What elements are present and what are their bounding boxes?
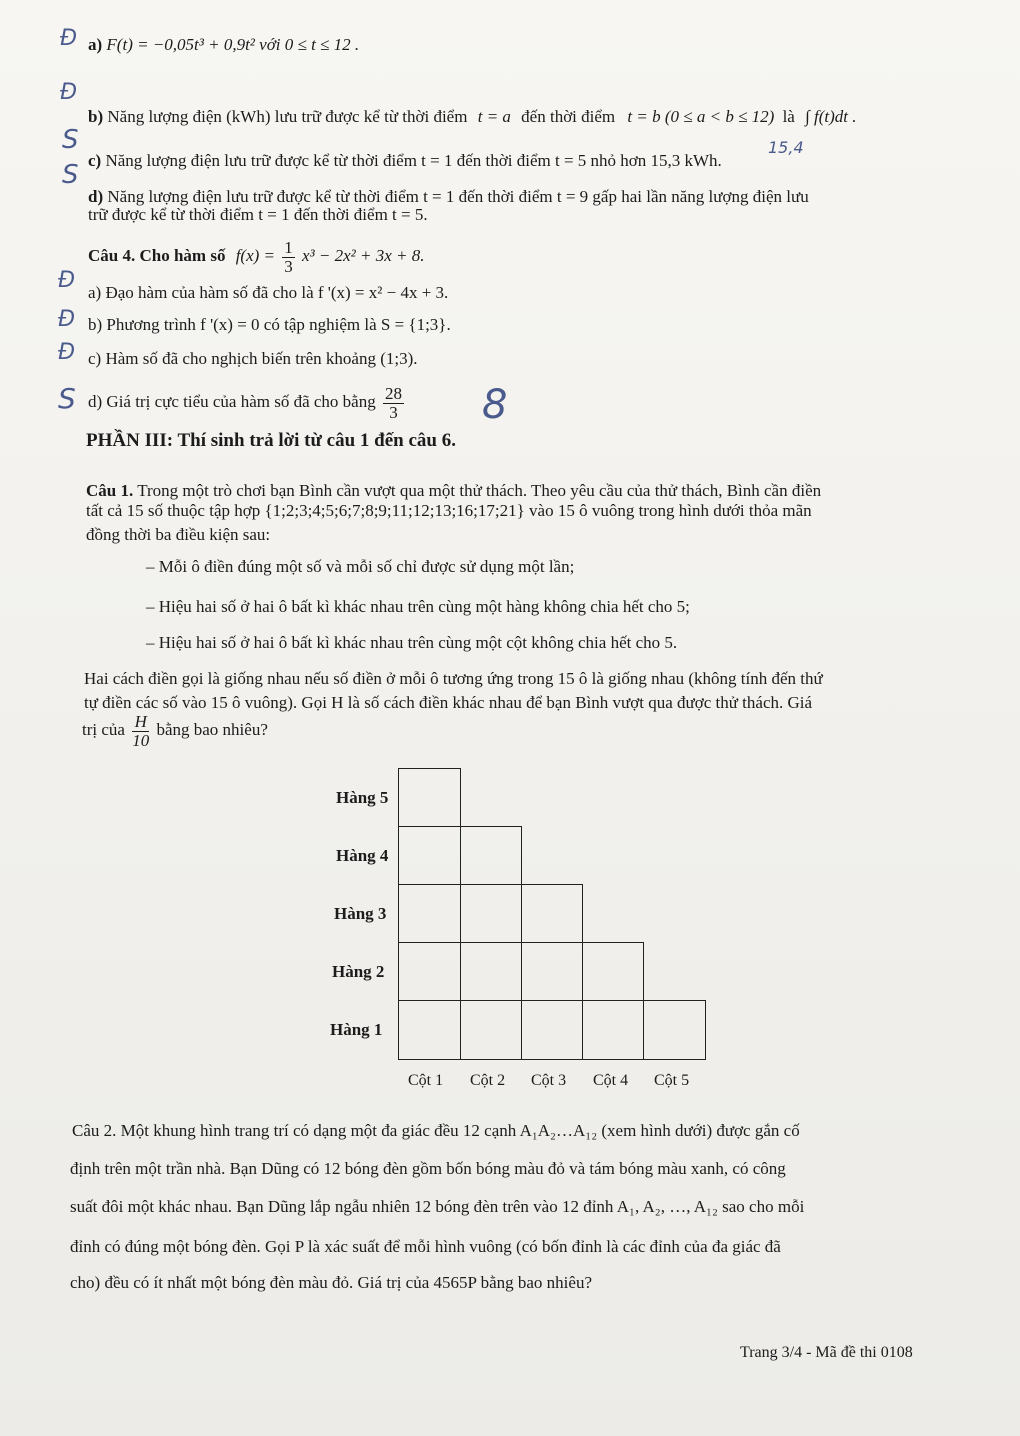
c2-line3: suất đôi một khác nhau. Bạn Dũng lắp ngẫu nhiên 12 bóng đèn trên vào 12 đỉnh A₁, A₂, …, A₁₂ sao cho mỗi (70, 1197, 805, 1216)
grid-cell (582, 942, 644, 1001)
q4-item-b: b) Phương trình f '(x) = 0 có tập nghiệm là S = {1;3}. (88, 315, 451, 334)
handwritten-q4-mark-a: Đ (58, 268, 76, 293)
q3-item-c: c) Năng lượng điện lưu trữ được kể từ thời điểm t = 1 đến thời điểm t = 5 nhỏ hơn 15,3 kWh. (88, 151, 722, 170)
q4-item-a: a) Đạo hàm của hàm số đã cho là f '(x) = x² − 4x + 3. (88, 283, 449, 302)
col-label-2: Cột 2 (470, 1072, 506, 1089)
part3-title: PHẦN III: Thí sinh trả lời từ câu 1 đến câu 6. (86, 430, 456, 451)
grid-cell (521, 942, 583, 1001)
handwritten-note-8: 8 (482, 382, 508, 428)
grid-cell (398, 768, 461, 827)
grid-cell (460, 1000, 522, 1060)
grid-cell (398, 1000, 461, 1060)
grid-cell (582, 1000, 644, 1060)
q4-item-c: c) Hàm số đã cho nghịch biến trên khoảng (1;3). (88, 349, 418, 368)
handwritten-note-15-4: 15,4 (768, 138, 804, 157)
row-label-5: Hàng 5 (336, 788, 389, 807)
page-footer: Trang 3/4 - Mã đề thi 0108 (740, 1344, 913, 1361)
c1-line5: tự điền các số vào 15 ô vuông). Gọi H là số cách điền khác nhau để bạn Bình vượt qua được thử thách. Giá (84, 693, 813, 712)
col-label-5: Cột 5 (654, 1072, 690, 1089)
row-label-1: Hàng 1 (330, 1020, 383, 1039)
c1-line3: đồng thời ba điều kiện sau: (86, 525, 271, 544)
c1-line1: Câu 1. Trong một trò chơi bạn Bình cần vượt qua một thử thách. Theo yêu cầu của thử thách, Bình cần điền (86, 481, 822, 500)
row-label-3: Hàng 3 (334, 904, 387, 923)
row-label-4: Hàng 4 (336, 846, 389, 865)
c2-line5: cho) đều có ít nhất một bóng đèn màu đỏ. Giá trị của 4565P bằng bao nhiêu? (70, 1273, 592, 1292)
grid-cell (398, 826, 461, 885)
c2-line4: đỉnh có đúng một bóng đèn. Gọi P là xác suất để mỗi hình vuông (có bốn đỉnh là các đỉnh của đa giác đã (70, 1237, 781, 1256)
q3-item-b: b) Năng lượng điện (kWh) lưu trữ được kể từ thời điểm t = a đến thời điểm t = b (0 ≤ a < b ≤ 12) là ∫ f(t)dt . (88, 107, 857, 126)
grid-cell (643, 1000, 706, 1060)
c1-cond2: – Hiệu hai số ở hai ô bất kì khác nhau trên cùng một hàng không chia hết cho 5; (146, 597, 690, 616)
c2-line2: định trên một trần nhà. Bạn Dũng có 12 bóng đèn gồm bốn bóng màu đỏ và tám bóng màu xanh, có công (70, 1159, 786, 1178)
c1-cond3: – Hiệu hai số ở hai ô bất kì khác nhau trên cùng một cột không chia hết cho 5. (146, 633, 678, 652)
grid-cell (521, 884, 583, 943)
row-label-2: Hàng 2 (332, 962, 385, 981)
handwritten-q4-mark-c: Đ (58, 340, 76, 365)
q3-item-d-line2: trữ được kể từ thời điểm t = 1 đến thời điểm t = 5. (88, 205, 428, 224)
q4-item-d: d) Giá trị cực tiểu của hàm số đã cho bằng $\frac{28}{3}$ (88, 383, 402, 422)
grid-cell (460, 826, 522, 885)
c2-line1: Câu 2. Một khung hình trang trí có dạng một đa giác đều 12 cạnh A₁A₂…A₁₂ (xem hình dưới) được gắn cố (72, 1121, 800, 1140)
c1-cond1: – Mỗi ô điền đúng một số và mỗi số chỉ được sử dụng một lần; (146, 557, 575, 576)
grid-cell (398, 884, 461, 943)
handwritten-mark-c: S (62, 125, 79, 155)
grid-cell (521, 1000, 583, 1060)
c1-line2: tất cả 15 số thuộc tập hợp {1;2;3;4;5;6;7;8;9;11;12;13;16;17;21} vào 15 ô vuông trong hình dưới thỏa mãn (86, 501, 812, 520)
q3-item-d-line1: d) Năng lượng điện lưu trữ được kể từ thời điểm t = 1 đến thời điểm t = 9 gấp hai lần năng lượng điện lưu (88, 187, 809, 206)
grid-cell (398, 942, 461, 1001)
handwritten-q4-mark-d: S (58, 382, 76, 415)
c1-line4: Hai cách điền gọi là giống nhau nếu số điền ở mỗi ô tương ứng trong 15 ô là giống nhau (không tính đến thứ (84, 669, 823, 688)
col-label-3: Cột 3 (531, 1072, 567, 1089)
grid-cell (460, 942, 522, 1001)
handwritten-mark-b: Đ (60, 80, 78, 105)
handwritten-mark-a: Đ (60, 26, 78, 51)
handwritten-mark-d: S (62, 160, 79, 190)
q4-title: Câu 4. Cho hàm số f(x) = $\frac{1}{3}$ x³ − 2x² + 3x + 8. (88, 237, 425, 276)
q3-item-a: a) F(t) = −0,05t³ + 0,9t² với 0 ≤ t ≤ 12 . (88, 35, 360, 54)
grid-cell (460, 884, 522, 943)
col-label-4: Cột 4 (593, 1072, 629, 1089)
col-label-1: Cột 1 (408, 1072, 444, 1089)
handwritten-q4-mark-b: Đ (58, 307, 76, 332)
c1-line6: trị của $\frac{H}{10}$ bằng bao nhiêu? (82, 711, 268, 750)
